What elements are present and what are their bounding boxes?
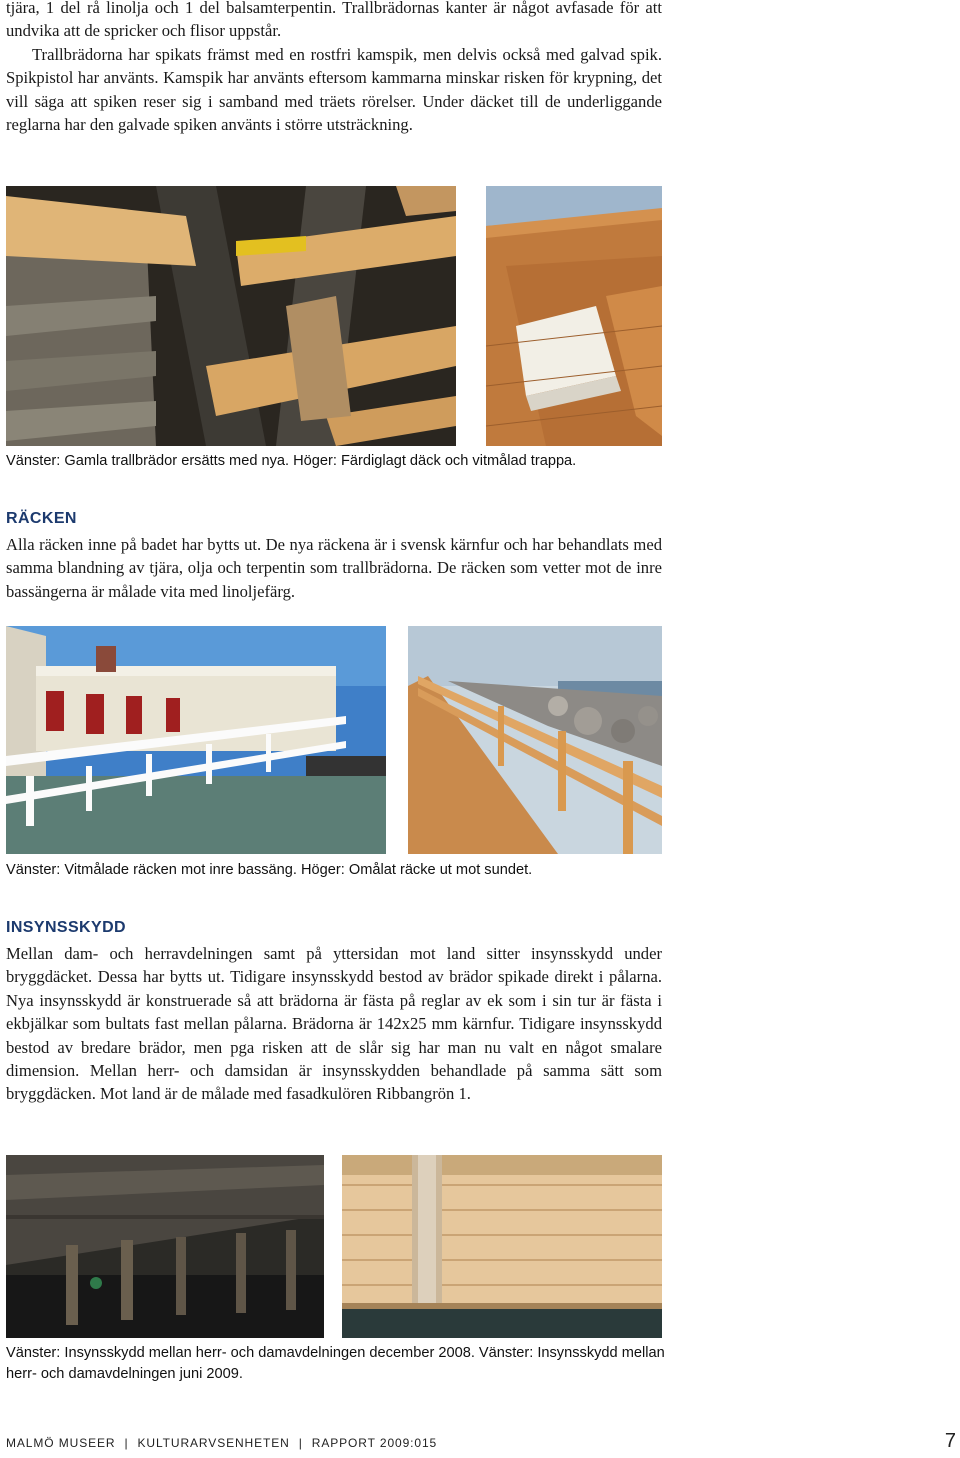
- photo-unpainted-railing: [408, 626, 662, 854]
- photo-screen-december-2008: [6, 1155, 324, 1338]
- intro-paragraph-1: tjära, 1 del rå linolja och 1 del balsamterpentin. Trallbrädornas kanter är något avfasade för att undvika att de spricker och flisor uppstår.: [6, 0, 662, 41]
- footer-report: RAPPORT 2009:015: [311, 1436, 438, 1450]
- page-footer: [6, 1436, 437, 1450]
- caption-photos-2: Vänster: Vitmålade räcken mot inre bassäng. Höger: Omålat räcke ut mot sundet.: [6, 862, 533, 878]
- racken-text: Alla räcken inne på badet har bytts ut. De nya räckena är i svensk kärnfur och har behandlats med samma blandning av tjära, olja och terpentin som trallbrädorna. De räcken som vetter mot de inre bassängerna är målade vita med linoljefärg.: [6, 535, 662, 601]
- insynsskydd-text: Mellan dam- och herravdelningen samt på yttersidan mot land sitter insynsskydd under bryggdäcket. Dessa har bytts ut. Tidigare insynsskydd bestod av brädor spikade direkt i pålarna. Nya insynsskydd är konstruerade så att brädorna är fästa på reglar av ek som i sin tur är fästa i ekbjälkar som bultats fast mellan pålarna. Brädorna är 142x25 mm kärnfur. Tidigare insynsskydd bestod av bredare brädor, men pga risken att de slår sig har man nu valt en något smalare dimension. Mellan herr- och damsidan är insynsskydden behandlade på samma sätt som bryggdäcken. Mot land är de målade med fasadkulören Ribbangrön 1.: [6, 944, 662, 1104]
- heading-insynsskydd: INSYNSSKYDD: [6, 919, 126, 936]
- footer-org: MALMÖ MUSEER: [6, 1436, 116, 1450]
- footer-separator: |: [124, 1436, 129, 1450]
- caption-photos-1: Vänster: Gamla trallbrädor ersätts med nya. Höger: Färdiglagt däck och vitmålad trappa.: [6, 453, 577, 469]
- intro-paragraph-2: Trallbrädorna har spikats främst med en rostfri kamspik, men delvis också med galvad spik. Spikpistol har använts. Kamspik har använts eftersom kammarna minskar risken för krypning, det vill säga att spiken reser sig i samband med träets rörelser. Under däcket till de underliggande reglarna har den galvade spiken använts i större utsträckning.: [6, 44, 662, 135]
- footer-separator: |: [298, 1436, 303, 1450]
- photo-new-deck-stairs: [486, 186, 662, 446]
- photo-white-railings: [6, 626, 386, 854]
- footer-dept: KULTURARVSENHETEN: [137, 1436, 290, 1450]
- caption-photos-3: Vänster: Insynsskydd mellan herr- och damavdelningen december 2008. Vänster: Insynsskydd mellan herr- och damavdelningen juni 2009.: [6, 1345, 665, 1382]
- photo-old-deck-boards: [6, 186, 456, 446]
- photo-screen-june-2009: [342, 1155, 662, 1338]
- page-number: 7: [944, 1430, 956, 1452]
- intro-text: [6, 0, 662, 136]
- heading-racken: RÄCKEN: [6, 510, 77, 527]
